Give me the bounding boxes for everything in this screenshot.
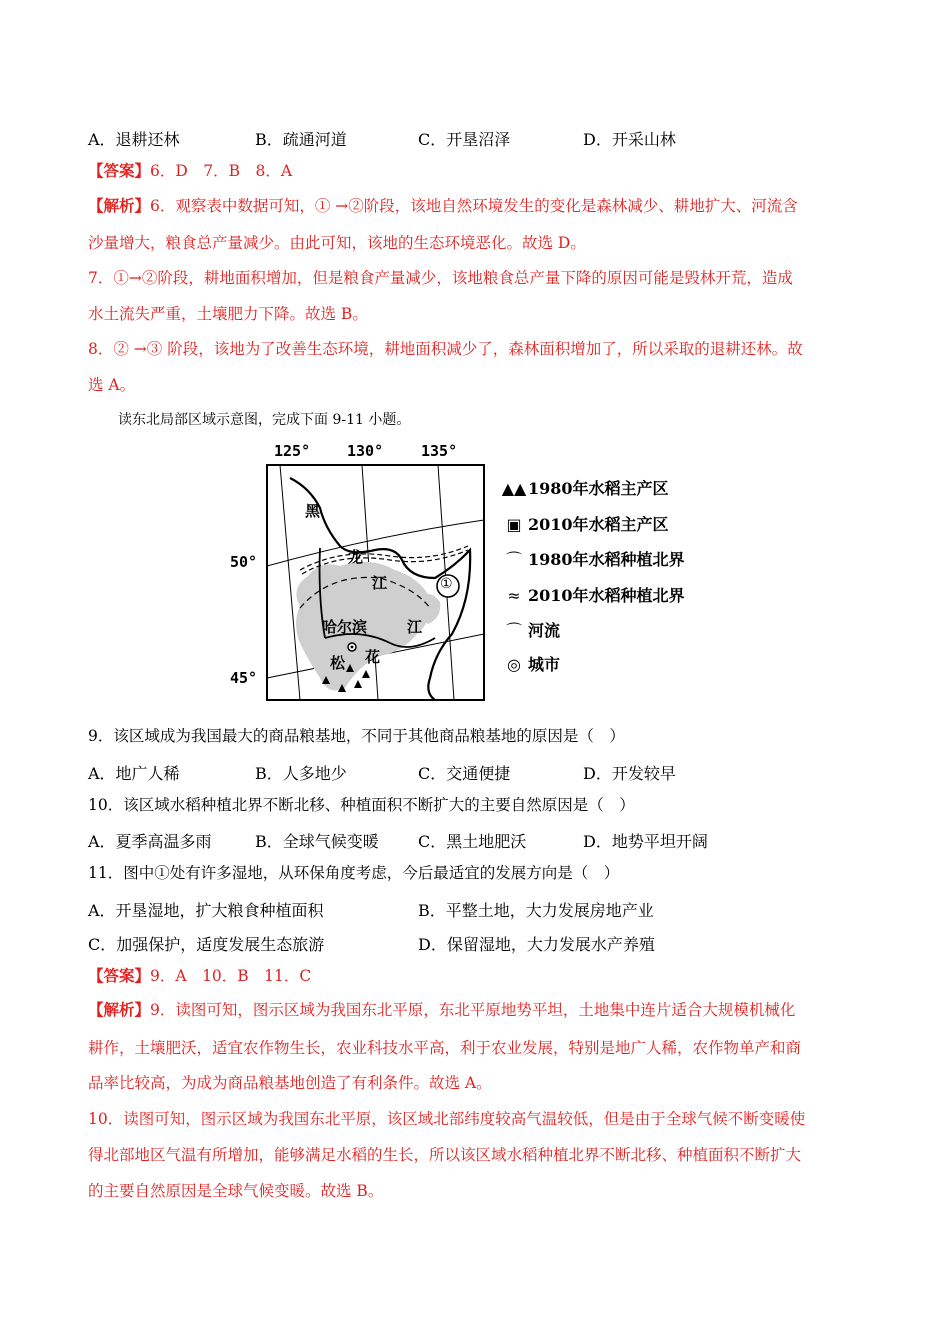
q8-option-c: C．开垦沼泽 <box>418 130 511 149</box>
square-icon: ▣ <box>506 515 522 534</box>
legend-river: ⌒ 河流 <box>500 618 560 641</box>
q8-option-d: D．开采山林 <box>583 130 676 149</box>
label-jiang-1: 江 <box>372 574 388 592</box>
label-harbin: 哈尔滨 <box>322 618 368 636</box>
q11-option-d: D．保留湿地，大力发展水产养殖 <box>418 935 655 954</box>
label-long: 龙 <box>348 548 364 566</box>
legend-rice-1980-area: ▲▲ 1980年水稻主产区 <box>501 479 669 498</box>
q11-option-b: B．平整土地，大力发展房地产业 <box>418 901 654 920</box>
analysis-2-line-2: 耕作，土壤肥沃，适宜农作物生长，农业科技水平高，利于农业发展，特别是地广人稀，农作物单产和商 <box>88 1039 802 1057</box>
analysis-1-line-3: 7．①→②阶段，耕地面积增加，但是粮食产量减少，该地粮食总产量下降的原因可能是毁林开荒，造成 <box>88 269 793 287</box>
lon-label-130: 130° <box>347 442 384 460</box>
legend-rice-2010-area: ▣ 2010年水稻主产区 <box>500 512 669 535</box>
q9-stem: 9．该区域成为我国最大的商品粮基地，不同于其他商品粮基地的原因是（ ） <box>88 727 625 745</box>
analysis-text: 9．读图可知，图示区域为我国东北平原，东北平原地势平坦，土地集中连片适合大规模机械化 <box>150 1001 796 1019</box>
dashed-line-icon: ⌒ <box>505 550 522 569</box>
lat-label-50: 50° <box>230 553 258 571</box>
label-jiang-2: 江 <box>407 618 423 636</box>
q9-option-a: A．地广人稀 <box>88 764 180 783</box>
q11-option-a: A．开垦湿地，扩大粮食种植面积 <box>88 901 324 920</box>
analysis-text: 6．观察表中数据可知，① →②阶段，该地自然环境发生的变化是森林减少、耕地扩大、河流含 <box>150 197 798 215</box>
q10-stem: 10．该区域水稻种植北界不断北移、种植面积不断扩大的主要自然原因是（ ） <box>88 796 635 814</box>
label-marker-1: ① <box>440 576 453 592</box>
analysis-2-line-4: 10．读图可知，图示区域为我国东北平原，该区域北部纬度较高气温较低，但是由于全球气候不断变暖使 <box>88 1110 806 1128</box>
analysis-1-line-6: 选 A。 <box>88 376 136 394</box>
double-dashed-line-icon: ≈ <box>507 586 521 605</box>
lat-label-45: 45° <box>230 669 258 687</box>
answer-block-1 <box>88 161 292 181</box>
analysis-1-line-4: 水土流失严重，土壤肥力下降。故选 B。 <box>88 305 368 323</box>
q11-option-c: C．加强保护，适度发展生态旅游 <box>88 935 325 954</box>
analysis-2-line-1 <box>88 1000 795 1020</box>
label-hua: 花 <box>365 648 381 666</box>
analysis-tag: 【解析】 <box>88 1000 151 1019</box>
label-song: 松 <box>330 654 346 672</box>
river-icon: ⌒ <box>505 621 522 640</box>
q10-option-b: B．全球气候变暖 <box>255 832 379 851</box>
analysis-2-line-5: 得北部地区气温有所增加，能够满足水稻的生长，所以该区域水稻种植北界不断北移、种植面积不断扩大 <box>88 1146 802 1164</box>
q10-option-c: C．黑土地肥沃 <box>418 832 527 851</box>
q8-option-a: A．退耕还林 <box>88 130 180 149</box>
q9-option-d: D．开发较早 <box>583 764 676 783</box>
legend-north-line-1980: ⌒ 1980年水稻种植北界 <box>500 547 685 570</box>
q8-option-b: B．疏通河道 <box>255 130 347 149</box>
analysis-1-line-5: 8．② →③ 阶段，该地为了改善生态环境，耕地面积减少了，森林面积增加了，所以采取的退耕还林。故 <box>88 340 803 358</box>
northeast-map <box>230 438 730 708</box>
analysis-2-line-6: 的主要自然原因是全球气候变暖。故选 B。 <box>88 1182 384 1200</box>
city-icon: ◎ <box>507 655 521 674</box>
analysis-1-line-2: 沙量增大，粮食总产量减少。由此可知，该地的生态环境恶化。故选 D。 <box>88 234 586 252</box>
lon-label-135: 135° <box>421 442 458 460</box>
map-intro: 读东北局部区域示意图，完成下面 9-11 小题。 <box>118 412 411 428</box>
answer-block-2 <box>88 966 311 986</box>
answer-text: 6．D 7．B 8．A <box>150 162 293 180</box>
analysis-tag: 【解析】 <box>88 196 151 215</box>
answer-tag: 【答案】 <box>88 161 151 180</box>
q9-option-b: B．人多地少 <box>255 764 347 783</box>
analysis-2-line-3: 品率比较高，为成为商品粮基地创造了有利条件。故选 A。 <box>88 1074 492 1092</box>
legend-city: ◎ 城市 <box>500 652 560 675</box>
lon-label-125: 125° <box>274 442 311 460</box>
answer-tag: 【答案】 <box>88 966 151 985</box>
q10-option-d: D．地势平坦开阔 <box>583 832 708 851</box>
q9-option-c: C．交通便捷 <box>418 764 511 783</box>
label-hei: 黑 <box>305 502 321 520</box>
q11-stem: 11．图中①处有许多湿地，从环保角度考虑，今后最适宜的发展方向是（ ） <box>88 864 620 882</box>
answer-text: 9．A 10．B 11．C <box>150 967 312 985</box>
analysis-1-line-1 <box>88 196 798 216</box>
legend-north-line-2010: ≈ 2010年水稻种植北界 <box>500 583 685 606</box>
q10-option-a: A．夏季高温多雨 <box>88 832 212 851</box>
triangle-icon: ▲▲ <box>501 479 527 498</box>
